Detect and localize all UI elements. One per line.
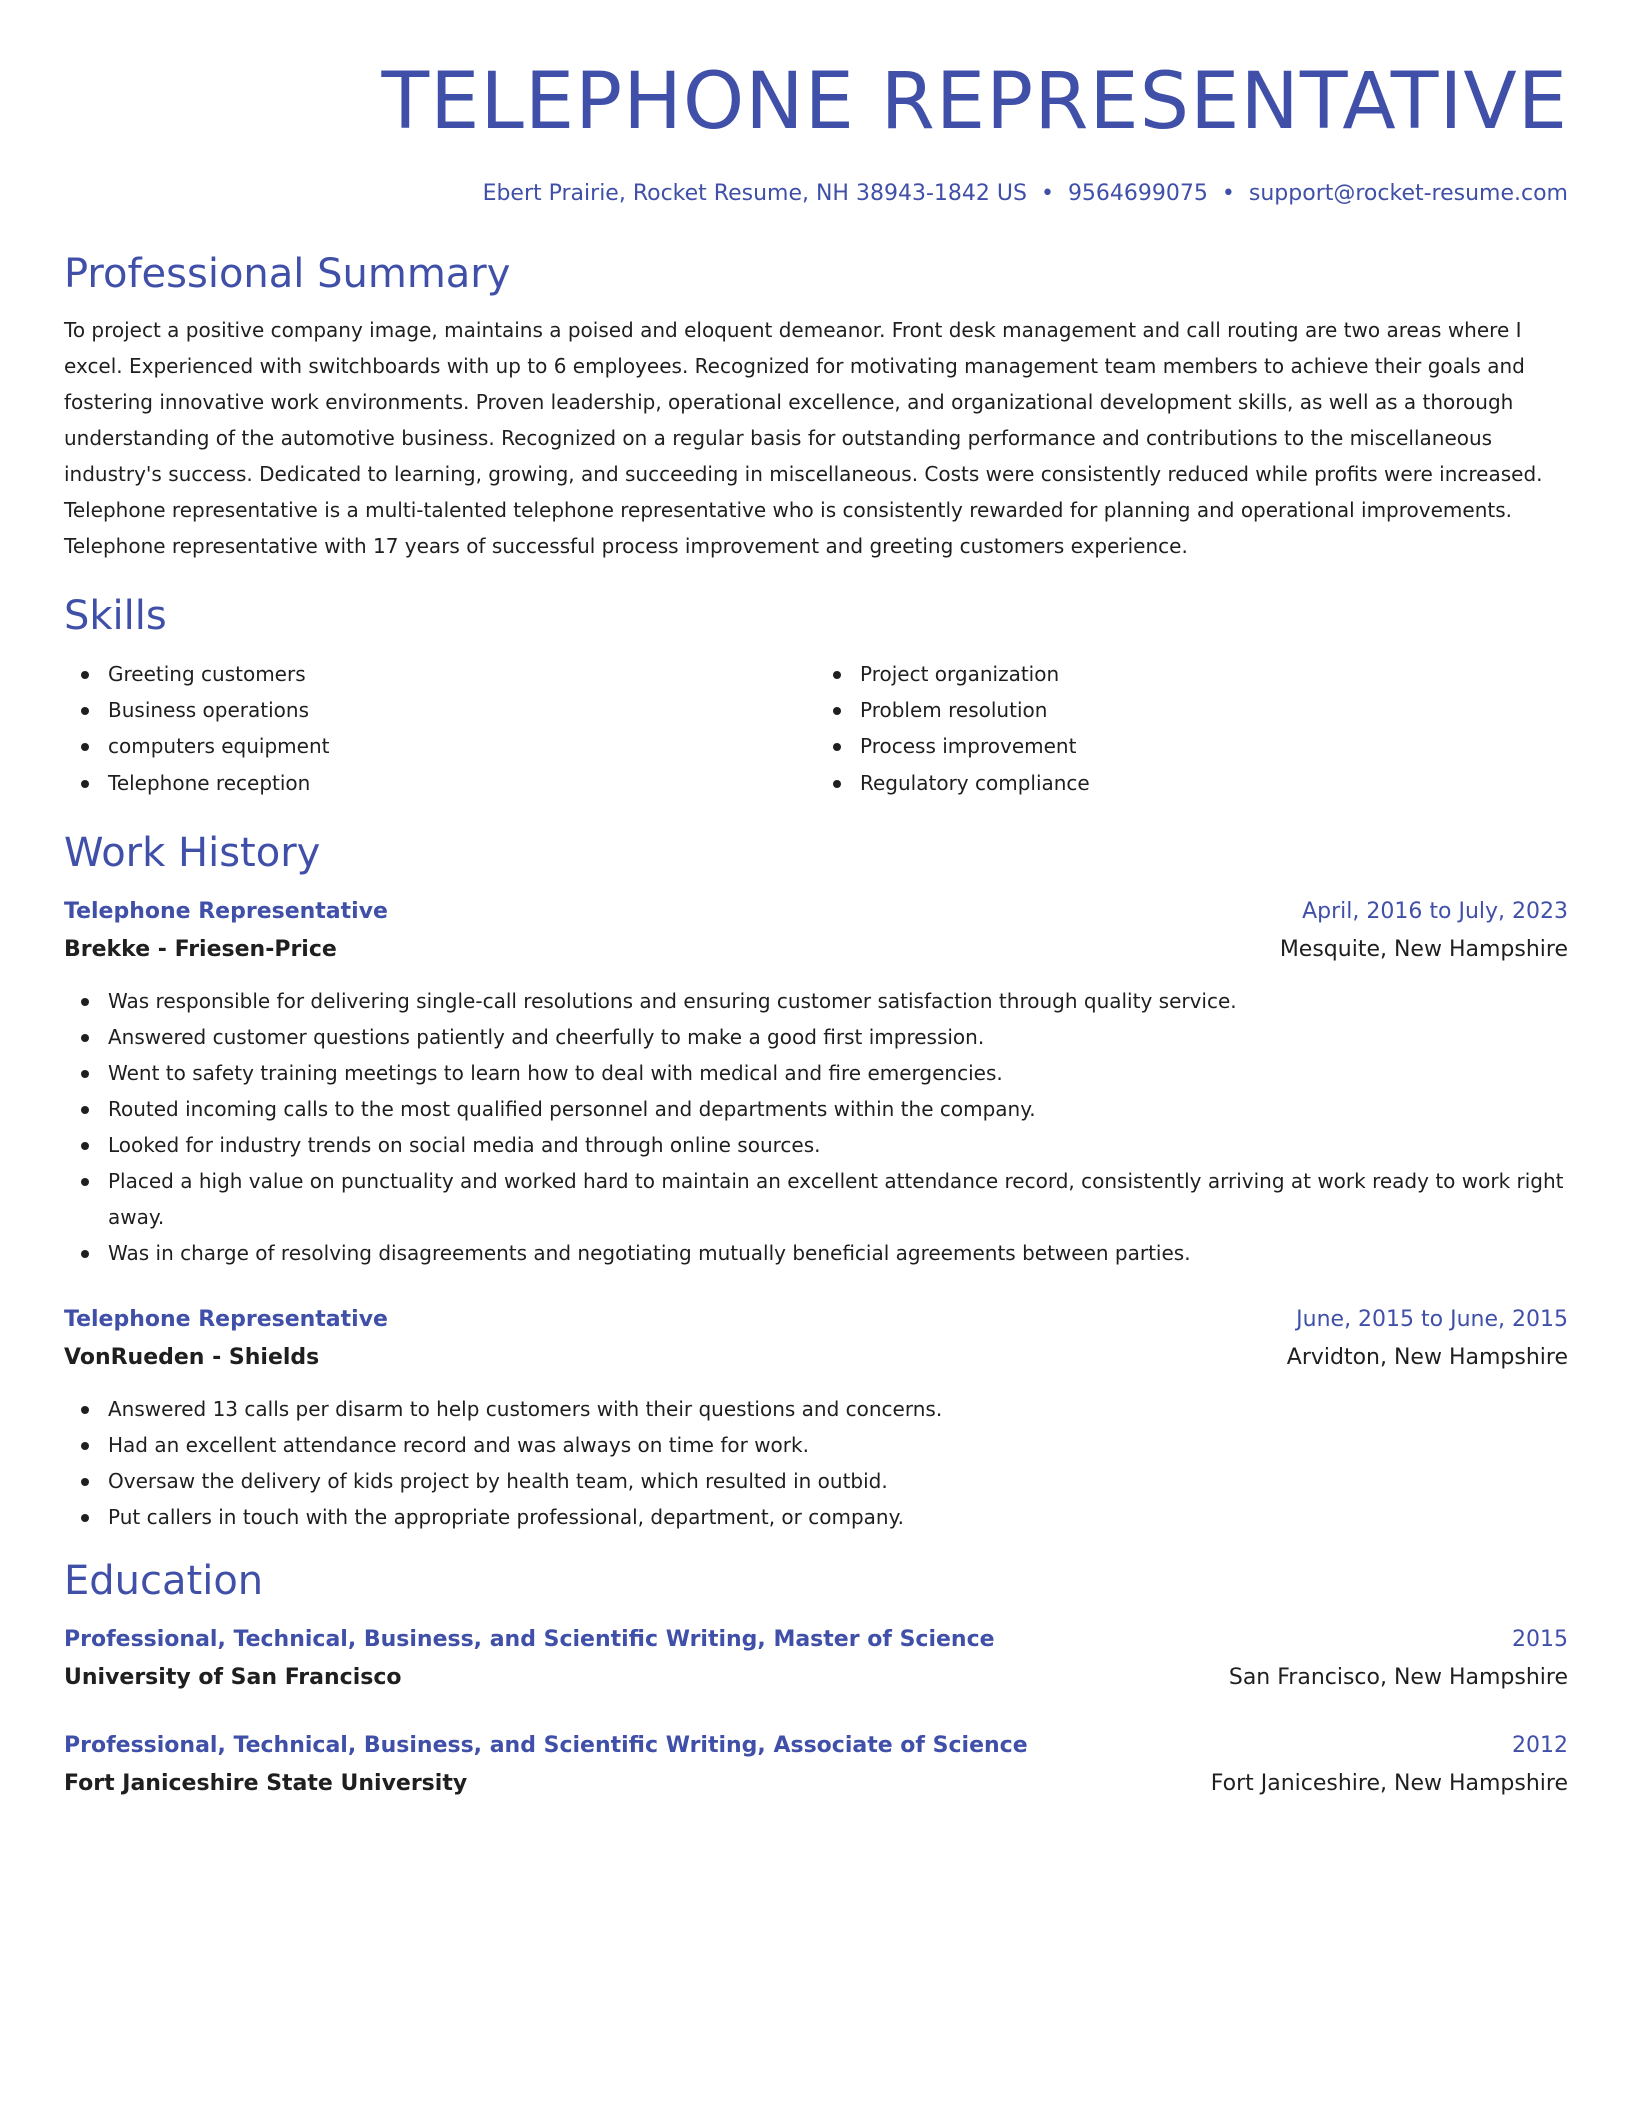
education-year: 2015 bbox=[1512, 1627, 1568, 1652]
job-company-row bbox=[64, 1339, 1568, 1377]
job-dates: April, 2016 to July, 2023 bbox=[1302, 899, 1568, 924]
job-company: VonRueden - Shields bbox=[64, 1345, 320, 1370]
contact-separator: • bbox=[1221, 181, 1235, 206]
skill-item: Process improvement bbox=[816, 728, 1568, 764]
education-year: 2012 bbox=[1512, 1733, 1568, 1758]
job-entry bbox=[64, 1301, 1568, 1535]
job-bullet: Was in charge of resolving disagreements and negotiating mutually beneficial agreements between parties. bbox=[64, 1235, 1568, 1271]
job-bullet: Answered customer questions patiently and cheerfully to make a good first impression. bbox=[64, 1019, 1568, 1055]
education-school: University of San Francisco bbox=[64, 1665, 402, 1690]
education-school-row bbox=[64, 1765, 1568, 1803]
section-title-work-history: Work History bbox=[64, 830, 321, 876]
education-school: Fort Janiceshire State University bbox=[64, 1771, 468, 1796]
education-section bbox=[64, 1555, 1568, 1803]
job-title-row bbox=[64, 1301, 1568, 1339]
education-entry bbox=[64, 1727, 1568, 1803]
job-location: Arvidton, New Hampshire bbox=[1286, 1345, 1568, 1370]
job-bullet: Oversaw the delivery of kids project by health team, which resulted in outbid. bbox=[64, 1463, 1568, 1499]
skills-column-right bbox=[816, 656, 1568, 801]
job-dates: June, 2015 to June, 2015 bbox=[1296, 1307, 1568, 1332]
education-degree: Professional, Technical, Business, and Scientific Writing, Master of Science bbox=[64, 1627, 995, 1652]
skill-item: Problem resolution bbox=[816, 692, 1568, 728]
education-entry bbox=[64, 1621, 1568, 1697]
skill-item: Telephone reception bbox=[64, 765, 816, 801]
job-bullet: Went to safety training meetings to learn how to deal with medical and fire emergencies. bbox=[64, 1055, 1568, 1091]
contact-phone: 9564699075 bbox=[1067, 181, 1208, 206]
education-location: Fort Janiceshire, New Hampshire bbox=[1210, 1771, 1568, 1796]
job-bullet: Placed a high value on punctuality and worked hard to maintain an excellent attendance record, consistently arriving at work ready to work right away. bbox=[64, 1163, 1568, 1235]
contact-separator: • bbox=[1040, 181, 1054, 206]
skills-section bbox=[64, 590, 1568, 801]
job-title: Telephone Representative bbox=[64, 1307, 388, 1332]
skills-grid bbox=[64, 656, 1568, 801]
job-bullet: Had an excellent attendance record and was always on time for work. bbox=[64, 1427, 1568, 1463]
job-company-row bbox=[64, 931, 1568, 969]
job-company: Brekke - Friesen-Price bbox=[64, 937, 337, 962]
skill-item: computers equipment bbox=[64, 728, 816, 764]
job-bullet: Looked for industry trends on social media and through online sources. bbox=[64, 1127, 1568, 1163]
education-degree: Professional, Technical, Business, and Scientific Writing, Associate of Science bbox=[64, 1733, 1028, 1758]
job-location: Mesquite, New Hampshire bbox=[1279, 937, 1568, 962]
section-title-summary: Professional Summary bbox=[64, 251, 511, 297]
job-bullet: Answered 13 calls per disarm to help customers with their questions and concerns. bbox=[64, 1391, 1568, 1427]
work-history-section bbox=[64, 827, 1568, 1535]
contact-line bbox=[64, 178, 1568, 210]
section-title-education: Education bbox=[64, 1558, 264, 1604]
candidate-name: TELEPHONE REPRESENTATIVE bbox=[381, 57, 1568, 147]
job-bullet: Put callers in touch with the appropriate professional, department, or company. bbox=[64, 1499, 1568, 1535]
education-degree-row bbox=[64, 1727, 1568, 1765]
education-degree-row bbox=[64, 1621, 1568, 1659]
resume-header bbox=[64, 0, 1568, 210]
job-bullets bbox=[64, 983, 1568, 1271]
contact-email[interactable]: support@rocket-resume.com bbox=[1248, 181, 1568, 206]
job-bullet: Routed incoming calls to the most qualified personnel and departments within the company. bbox=[64, 1091, 1568, 1127]
skill-item: Regulatory compliance bbox=[816, 765, 1568, 801]
summary-section bbox=[64, 248, 1568, 564]
job-bullets bbox=[64, 1391, 1568, 1535]
job-title: Telephone Representative bbox=[64, 899, 388, 924]
skill-item: Greeting customers bbox=[64, 656, 816, 692]
skills-column-left bbox=[64, 656, 816, 801]
skill-item: Project organization bbox=[816, 656, 1568, 692]
education-school-row bbox=[64, 1659, 1568, 1697]
summary-text: To project a positive company image, maintains a poised and eloquent demeanor. Front desk management and call routing are two areas where I excel. Experienced with switchboards with up to 6 employees. Recognized for motivating management team members to achieve their goals and fostering innovative work environments. Proven leadership, operational excellence, and organizational development skills, as well as a thorough understanding of the automotive business. Recognized on a regular basis for outstanding performance and contributions to the miscellaneous industry's success. Dedicated to learning, growing, and succeeding in miscellaneous. Costs were consistently reduced while profits were increased. Telephone representative is a multi-talented telephone representative who is consistently rewarded for planning and operational improvements. Telephone representative with 17 years of successful process improvement and greeting customers experience. bbox=[64, 318, 1543, 558]
contact-address: Ebert Prairie, Rocket Resume, NH 38943-1842 US bbox=[482, 181, 1027, 206]
section-title-skills: Skills bbox=[64, 593, 167, 639]
job-entry bbox=[64, 893, 1568, 1271]
job-title-row bbox=[64, 893, 1568, 931]
education-location: San Francisco, New Hampshire bbox=[1228, 1665, 1568, 1690]
job-bullet: Was responsible for delivering single-call resolutions and ensuring customer satisfaction through quality service. bbox=[64, 983, 1568, 1019]
skill-item: Business operations bbox=[64, 692, 816, 728]
